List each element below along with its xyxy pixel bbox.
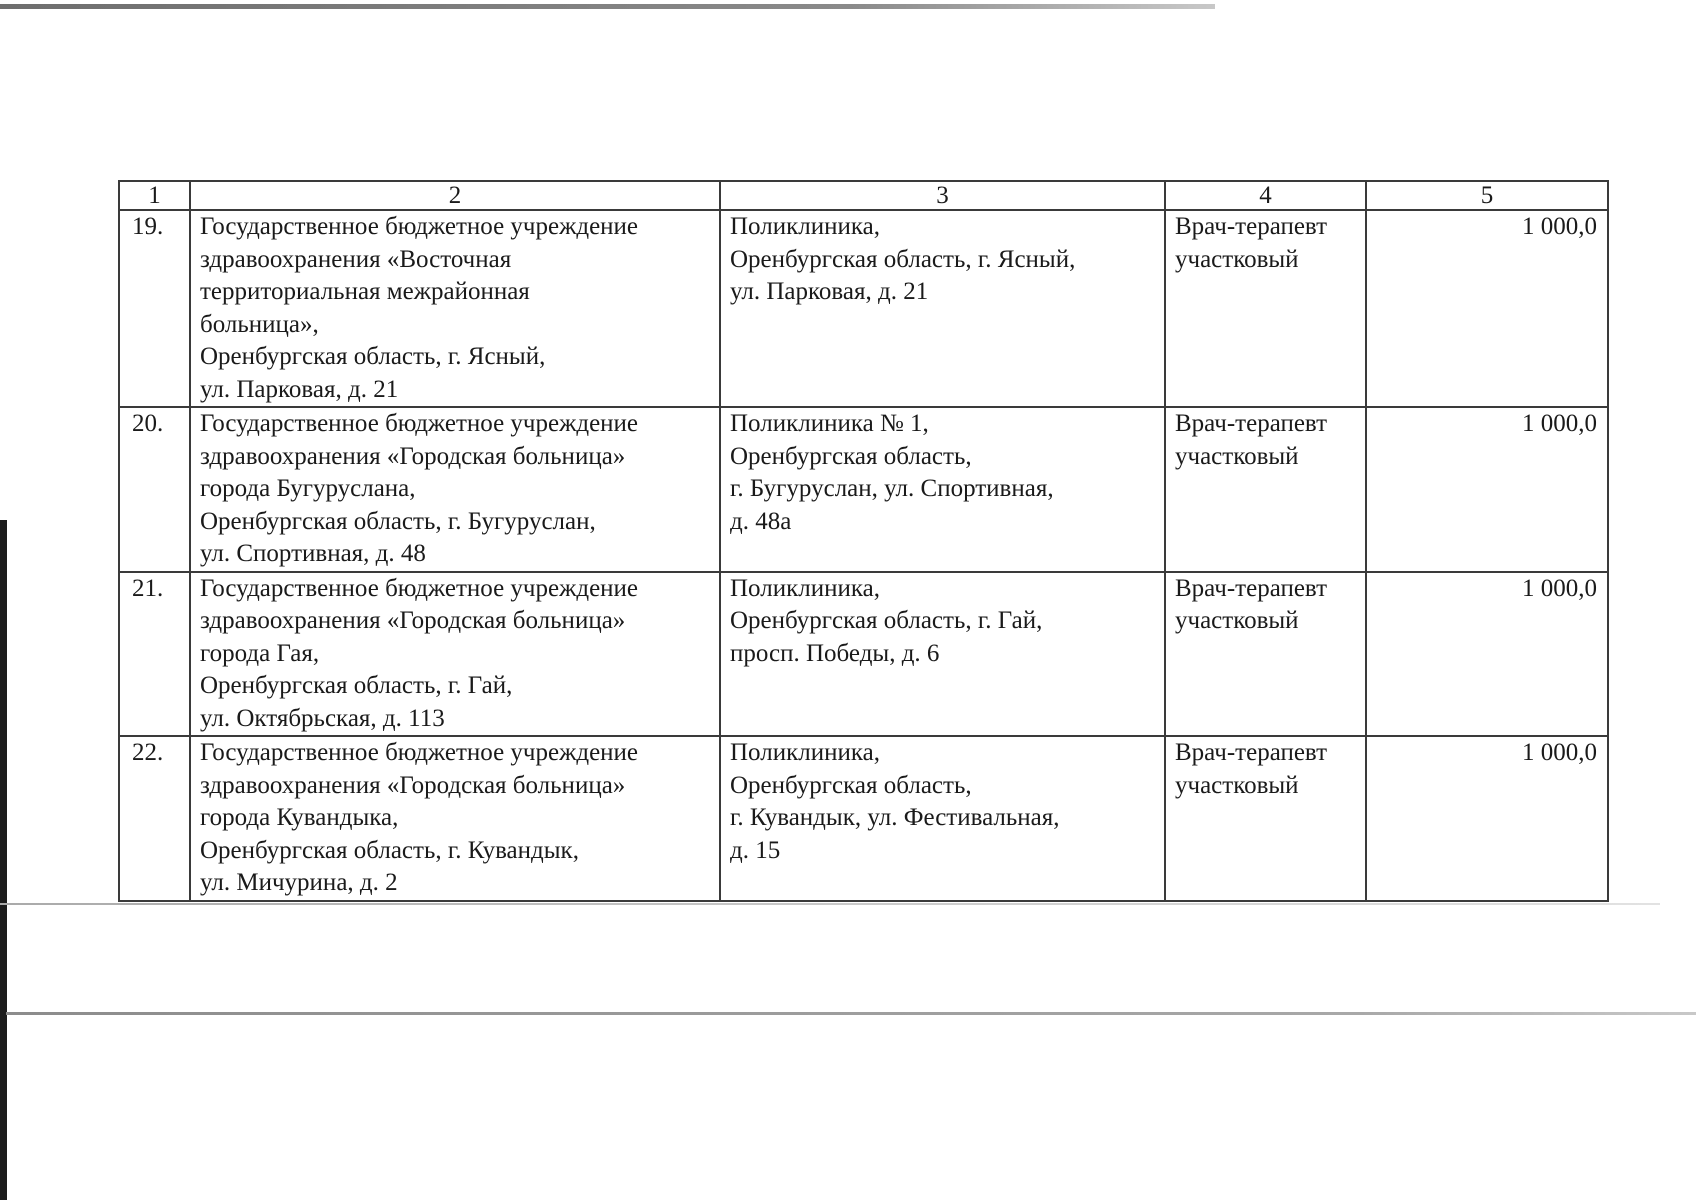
institution-line: города Бугуруслана, [200, 475, 416, 502]
scan-artifact-left-edge [0, 520, 7, 1200]
institution-cell [190, 210, 720, 407]
institution-line: Оренбургская область, г. Кувандык, [200, 836, 579, 864]
clinic-address-line: просп. Победы, д. 6 [730, 639, 940, 667]
clinic-address-line: д. 15 [730, 836, 781, 864]
clinic-address-line: Оренбургская область, г. Ясный, [730, 245, 1076, 273]
position-cell [1165, 407, 1366, 572]
position-cell [1165, 210, 1366, 407]
clinic-address-cell [720, 572, 1165, 737]
clinic-address-line: г. Кувандык, ул. Фестивальная, [730, 804, 1060, 831]
position-cell [1165, 572, 1366, 737]
institution-line: Оренбургская область, г. Ясный, [200, 343, 546, 370]
institution-cell [190, 736, 720, 901]
clinic-address-line: Оренбургская область, [730, 771, 972, 799]
institution-line: города Кувандыка, [200, 804, 399, 831]
position-line: Врач-терапевт [1175, 410, 1328, 437]
row-number: 21. [119, 572, 190, 737]
table-row [119, 210, 1608, 407]
position-cell [1165, 736, 1366, 901]
institution-line: территориальная межрайонная [200, 278, 530, 305]
institution-line: здравоохранения «Городская больница» [200, 442, 626, 470]
row-number: 20. [119, 407, 190, 572]
table-header-row [119, 181, 1608, 210]
institution-cell [190, 407, 720, 572]
clinic-address-line: Поликлиника № 1, [730, 410, 929, 437]
position-line: участковый [1175, 245, 1299, 273]
scan-artifact-bottom-line [6, 1012, 1696, 1015]
scan-artifact-faint-line [0, 903, 1660, 905]
clinic-address-line: ул. Парковая, д. 21 [730, 278, 929, 305]
header-col-1: 1 [119, 181, 190, 210]
institution-line: ул. Октябрьская, д. 113 [200, 704, 445, 732]
clinic-address-line: г. Бугуруслан, ул. Спортивная, [730, 475, 1054, 502]
position-line: Врач-терапевт [1175, 739, 1328, 766]
clinic-address-line: Оренбургская область, [730, 442, 972, 470]
clinic-address-line: Поликлиника, [730, 213, 880, 240]
institution-line: ул. Спортивная, д. 48 [200, 540, 426, 567]
institution-line: здравоохранения «Городская больница» [200, 607, 626, 634]
clinic-address-line: Поликлиника, [730, 574, 880, 602]
clinic-address-cell [720, 407, 1165, 572]
position-line: участковый [1175, 442, 1299, 470]
clinic-address-cell [720, 736, 1165, 901]
institution-line: больница», [200, 310, 319, 338]
position-line: Врач-терапевт [1175, 574, 1328, 602]
scan-artifact-top [0, 4, 1215, 9]
table-body [119, 210, 1608, 901]
header-col-2: 2 [190, 181, 720, 210]
institution-line: Государственное бюджетное учреждение [200, 410, 639, 437]
institution-line: Государственное бюджетное учреждение [200, 574, 639, 602]
amount-cell: 1 000,0 [1366, 736, 1608, 901]
amount-cell: 1 000,0 [1366, 210, 1608, 407]
institution-line: здравоохранения «Городская больница» [200, 771, 626, 799]
institution-line: Оренбургская область, г. Гай, [200, 672, 513, 699]
row-number: 22. [119, 736, 190, 901]
position-line: участковый [1175, 771, 1299, 799]
table-row [119, 407, 1608, 572]
institution-line: ул. Парковая, д. 21 [200, 375, 399, 403]
position-line: Врач-терапевт [1175, 213, 1328, 240]
amount-cell: 1 000,0 [1366, 407, 1608, 572]
clinic-address-cell [720, 210, 1165, 407]
header-col-5: 5 [1366, 181, 1608, 210]
institution-line: Оренбургская область, г. Бугуруслан, [200, 507, 596, 535]
institution-line: Государственное бюджетное учреждение [200, 739, 639, 766]
institution-line: города Гая, [200, 639, 320, 667]
row-number: 19. [119, 210, 190, 407]
header-col-4: 4 [1165, 181, 1366, 210]
clinic-address-line: Поликлиника, [730, 739, 880, 766]
institution-cell [190, 572, 720, 737]
clinic-address-line: д. 48а [730, 507, 792, 535]
institution-line: здравоохранения «Восточная [200, 245, 512, 273]
amount-cell: 1 000,0 [1366, 572, 1608, 737]
table-row [119, 572, 1608, 737]
table-row [119, 736, 1608, 901]
clinic-address-line: Оренбургская область, г. Гай, [730, 607, 1043, 634]
institutions-table [118, 180, 1609, 902]
position-line: участковый [1175, 607, 1299, 634]
header-col-3: 3 [720, 181, 1165, 210]
institution-line: ул. Мичурина, д. 2 [200, 869, 398, 896]
institution-line: Государственное бюджетное учреждение [200, 213, 639, 240]
